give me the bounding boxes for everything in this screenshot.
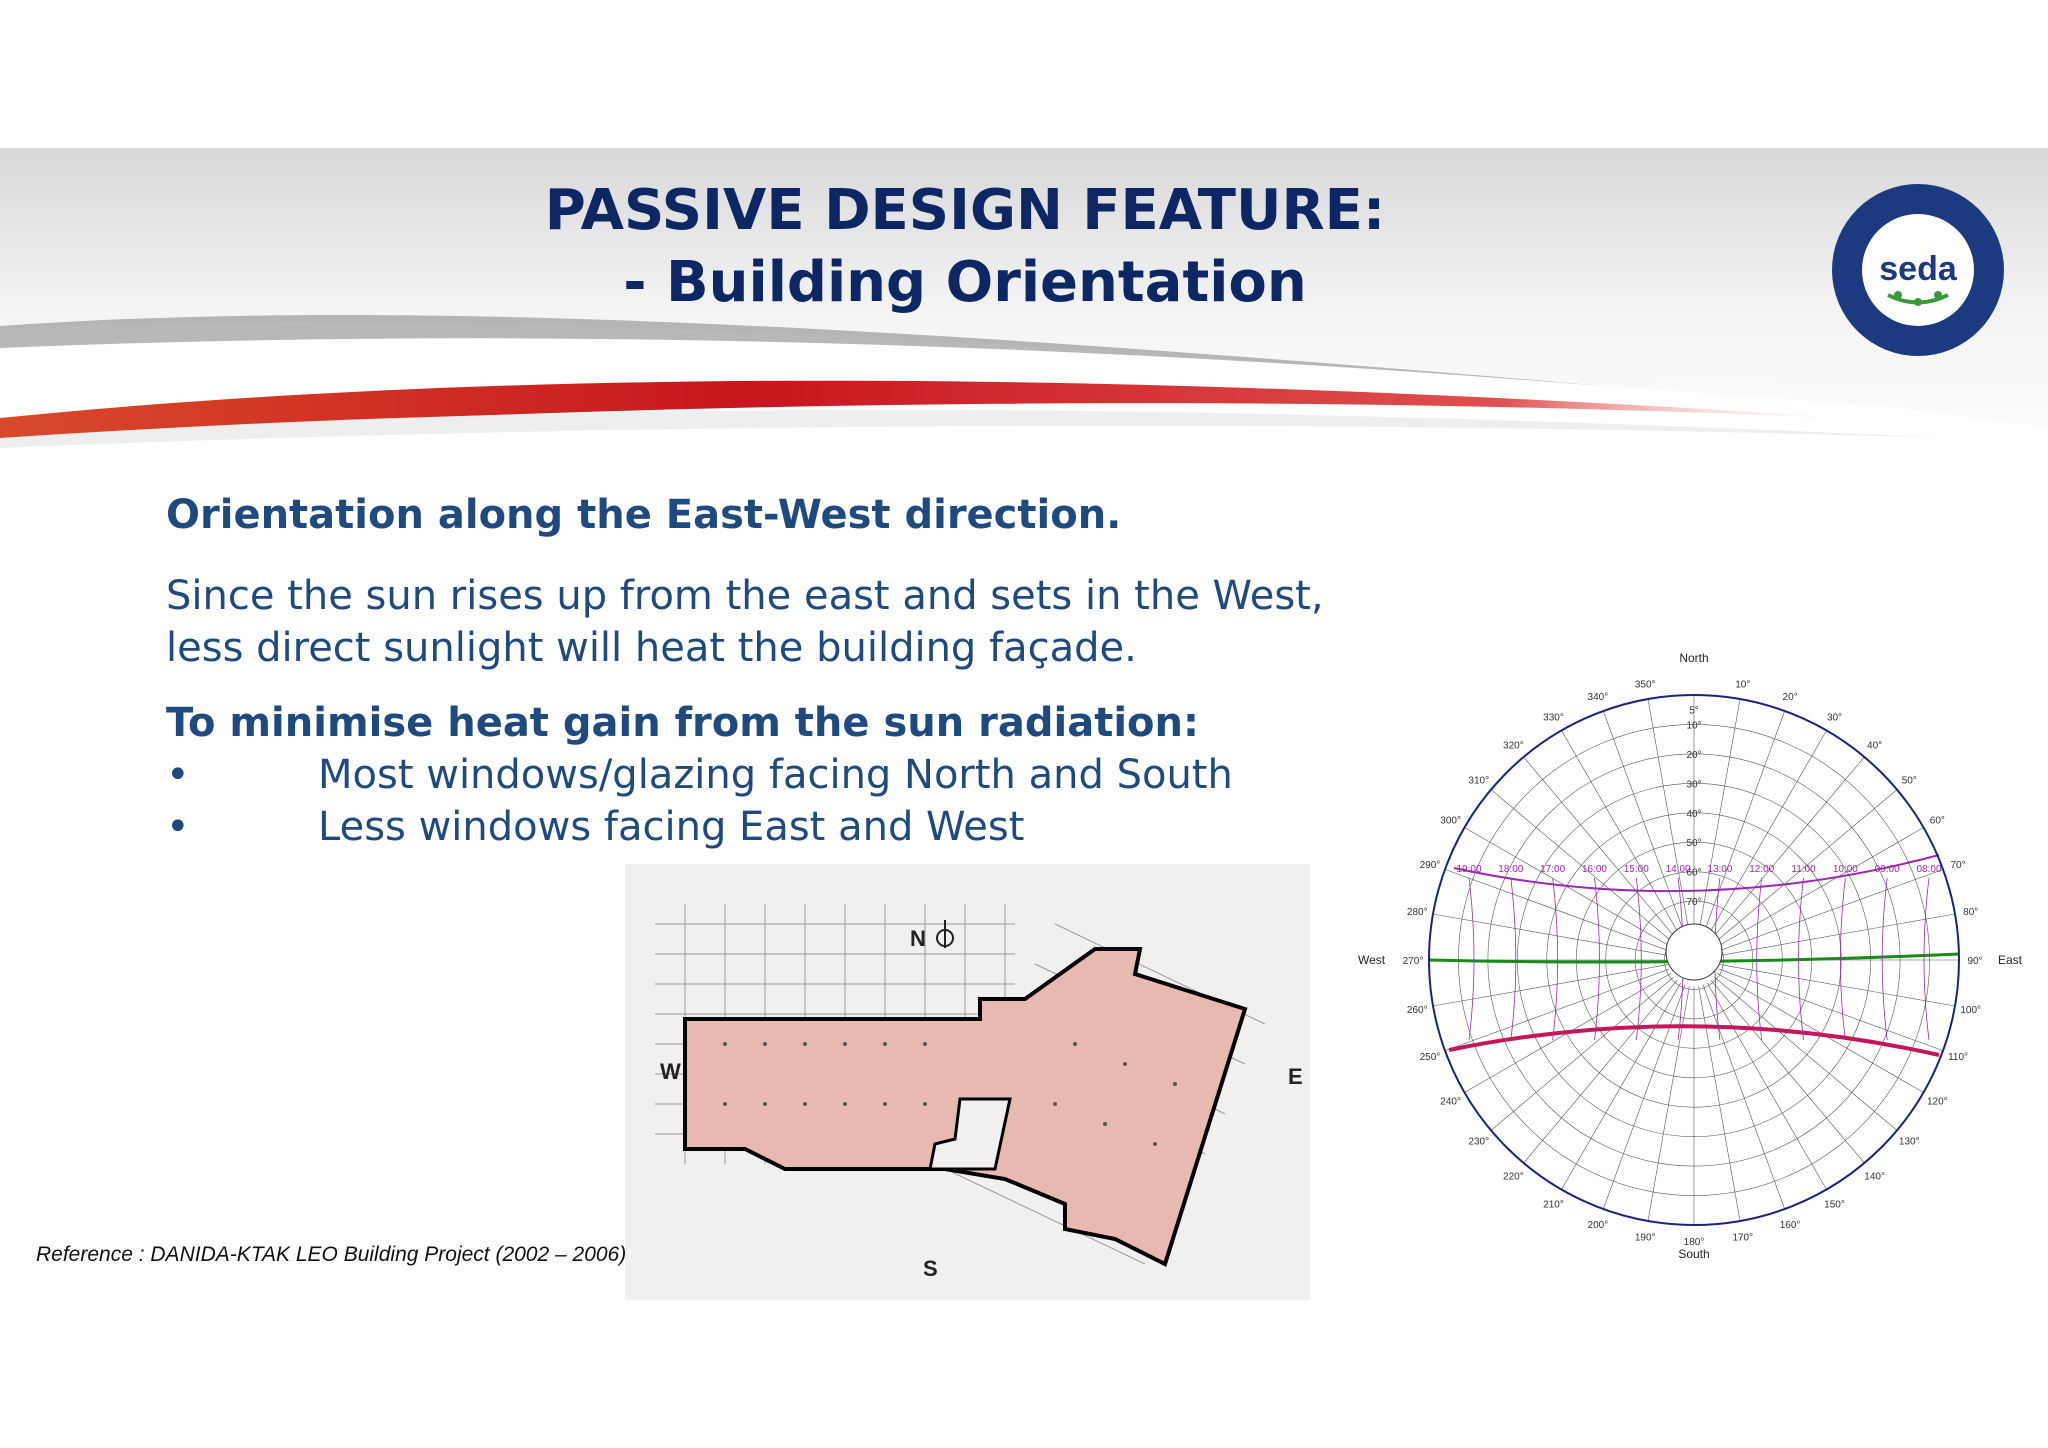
azimuth-label: 130° <box>1898 1136 1920 1148</box>
hour-label: 10:00 <box>1832 864 1858 875</box>
hour-line <box>1636 878 1641 1040</box>
altitude-label: 50° <box>1686 838 1702 850</box>
azimuth-label: 350° <box>1634 679 1656 691</box>
azimuth-line <box>1711 980 1864 1163</box>
altitude-label: 70° <box>1686 897 1702 909</box>
azimuth-line <box>1524 757 1677 940</box>
hour-label: 09:00 <box>1874 864 1900 875</box>
azimuth-label: 290° <box>1419 859 1441 871</box>
plan-south-label: S <box>923 1256 938 1281</box>
hour-label: 14:00 <box>1665 864 1691 875</box>
hour-line <box>1511 878 1516 1040</box>
slide-title-line1: PASSIVE DESIGN FEATURE: <box>544 178 1386 243</box>
hour-label: 11:00 <box>1791 864 1816 875</box>
azimuth-line <box>1714 977 1897 1130</box>
azimuth-line <box>1524 980 1677 1163</box>
hour-line <box>1553 878 1558 1040</box>
hour-line <box>1882 878 1887 1040</box>
azimuth-label: 80° <box>1963 907 1979 919</box>
azimuth-line <box>1562 983 1681 1190</box>
azimuth-label: 280° <box>1406 907 1428 919</box>
altitude-label: 30° <box>1686 779 1702 791</box>
azimuth-line <box>1720 914 1955 955</box>
azimuth-label: 330° <box>1543 712 1564 724</box>
body-line-2: less direct sunlight will heat the building façade. <box>166 625 1137 671</box>
azimuth-line <box>1707 983 1826 1190</box>
azimuth-line <box>1433 914 1668 955</box>
plan-north-label: N <box>910 926 926 951</box>
azimuth-line <box>1465 828 1672 947</box>
azimuth-label: 70° <box>1950 859 1966 871</box>
hour-label: 18:00 <box>1498 864 1524 875</box>
azimuth-line <box>1699 699 1740 934</box>
azimuth-label: 60° <box>1929 815 1945 827</box>
azimuth-label: 320° <box>1503 740 1524 752</box>
bullet-symbol: • <box>166 804 190 850</box>
azimuth-label: 220° <box>1503 1171 1524 1183</box>
sun-path-diagram <box>1352 648 2032 1268</box>
hour-label: 13:00 <box>1707 864 1733 875</box>
azimuth-label: 270° <box>1402 956 1424 967</box>
plan-west-label: W <box>660 1059 681 1084</box>
azimuth-label: 110° <box>1948 1052 1969 1064</box>
azimuth-line <box>1719 869 1943 951</box>
azimuth-line <box>1711 757 1864 940</box>
azimuth-line <box>1603 985 1685 1209</box>
hour-label: 15:00 <box>1623 864 1649 875</box>
azimuth-line <box>1699 986 1740 1221</box>
reference-note: Reference : DANIDA-KTAK LEO Building Project (2002 – 2006) <box>36 1243 627 1266</box>
azimuth-label: 160° <box>1779 1220 1801 1232</box>
hour-label: 17:00 <box>1540 864 1566 875</box>
hour-line <box>1594 878 1599 1040</box>
bullet-text-east-west: Less windows facing East and West <box>318 804 1025 850</box>
hour-label: 19:00 <box>1456 864 1482 875</box>
logo-wordmark: seda <box>1879 250 1957 288</box>
azimuth-line <box>1648 986 1689 1221</box>
azimuth-label: 120° <box>1927 1096 1948 1108</box>
azimuth-label: 170° <box>1732 1232 1754 1244</box>
body-line-1: Since the sun rises up from the east and sets in the West, <box>166 573 1324 619</box>
west-label: West <box>1358 953 1386 967</box>
azimuth-label: 90° <box>1967 956 1983 967</box>
azimuth-label: 250° <box>1419 1052 1441 1064</box>
azimuth-label: 240° <box>1440 1096 1461 1108</box>
azimuth-line <box>1433 965 1668 1006</box>
azimuth-label: 150° <box>1824 1199 1845 1211</box>
azimuth-label: 140° <box>1864 1171 1885 1183</box>
azimuth-label: 40° <box>1867 740 1883 752</box>
azimuth-label: 300° <box>1440 815 1461 827</box>
azimuth-label: 20° <box>1782 691 1798 703</box>
south-label: South <box>1678 1247 1710 1261</box>
altitude-label: 60° <box>1686 867 1702 879</box>
hour-line <box>1469 878 1474 1040</box>
azimuth-line <box>1720 965 1955 1006</box>
heading-minimise: To minimise heat gain from the sun radiation: <box>166 700 1199 746</box>
azimuth-label: 230° <box>1468 1136 1490 1148</box>
azimuth-label: 180° <box>1683 1237 1705 1248</box>
azimuth-label: 200° <box>1587 1220 1609 1232</box>
hour-label: 12:00 <box>1749 864 1775 875</box>
azimuth-label: 30° <box>1826 712 1843 724</box>
bullet-text-north-south: Most windows/glazing facing North and South <box>318 752 1233 798</box>
hour-label: 08:00 <box>1916 864 1942 875</box>
azimuth-line <box>1703 985 1785 1209</box>
hour-line <box>1924 878 1929 1040</box>
slide-title-line2: - Building Orientation <box>623 250 1307 315</box>
azimuth-line <box>1719 969 1943 1051</box>
azimuth-label: 190° <box>1634 1232 1656 1244</box>
azimuth-label: 10° <box>1735 679 1751 691</box>
altitude-label: 40° <box>1686 808 1702 820</box>
azimuth-label: 260° <box>1406 1004 1428 1016</box>
azimuth-line <box>1707 731 1826 938</box>
altitude-label: 10° <box>1686 720 1702 732</box>
zenith-circle <box>1666 924 1722 980</box>
floor-plan-image <box>625 864 1310 1300</box>
azimuth-line <box>1491 977 1674 1130</box>
azimuth-label: 310° <box>1468 775 1490 787</box>
azimuth-line <box>1562 731 1681 938</box>
azimuth-label: 50° <box>1901 775 1917 787</box>
altitude-label: 20° <box>1686 749 1702 761</box>
north-label: North <box>1679 651 1709 665</box>
plan-east-label: E <box>1288 1064 1303 1089</box>
azimuth-line <box>1703 711 1785 935</box>
east-label: East <box>1998 953 2023 967</box>
azimuth-label: 340° <box>1587 691 1609 703</box>
azimuth-label: 100° <box>1960 1004 1982 1016</box>
heading-orientation: Orientation along the East-West direction. <box>166 492 1122 538</box>
seda-logo <box>1828 180 2008 360</box>
hour-label: 16:00 <box>1581 864 1607 875</box>
azimuth-line <box>1648 699 1689 934</box>
altitude-label: 5° <box>1689 705 1699 717</box>
bullet-symbol: • <box>166 752 190 798</box>
azimuth-label: 210° <box>1543 1199 1564 1211</box>
azimuth-line <box>1603 711 1685 935</box>
